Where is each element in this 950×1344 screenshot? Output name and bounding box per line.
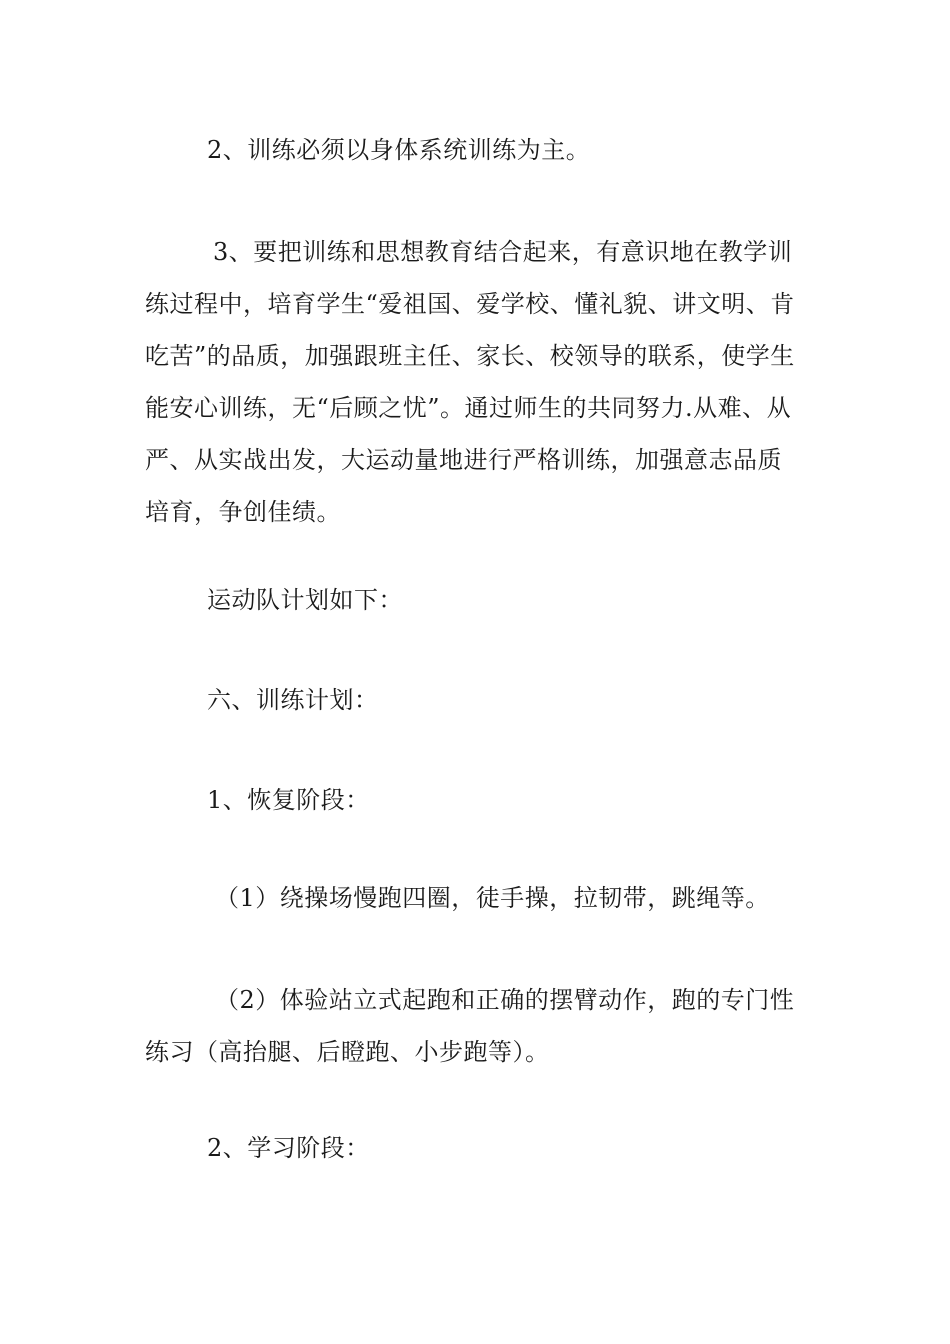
section-heading-training-plan: 六、训练计划： [207,686,379,714]
paragraph-recovery-stage: 1、恢复阶段： [207,786,370,814]
paragraph-training-system: 2、训练必须以身体系统训练为主。 [207,136,591,164]
paragraph-team-plan-intro: 运动队计划如下： [207,586,403,614]
list-item-recovery-2: （2）体验站立式起跑和正确的摆臂动作，跑的专门性练习（高抬腿、后瞪跑、小步跑等）。 [145,986,795,1066]
list-item-recovery-1: （1）绕操场慢跑四圈，徒手操，拉韧带，跳绳等。 [215,884,770,912]
paragraph-education-combined: 3、要把训练和思想教育结合起来，有意识地在教学训练过程中，培育学生“爱祖国、爱学校、懂礼貌、讲文明、肯吃苦”的品质，加强跟班主任、家长、校领导的联系，使学生能安心训练，无“后顾之忧”。通过师生的共同努力.从难、从严、从实战出发，大运动量地进行严格训练，加强意志品质培育，争创佳绩。 [145,238,795,526]
paragraph-learning-stage: 2、学习阶段： [207,1134,370,1162]
